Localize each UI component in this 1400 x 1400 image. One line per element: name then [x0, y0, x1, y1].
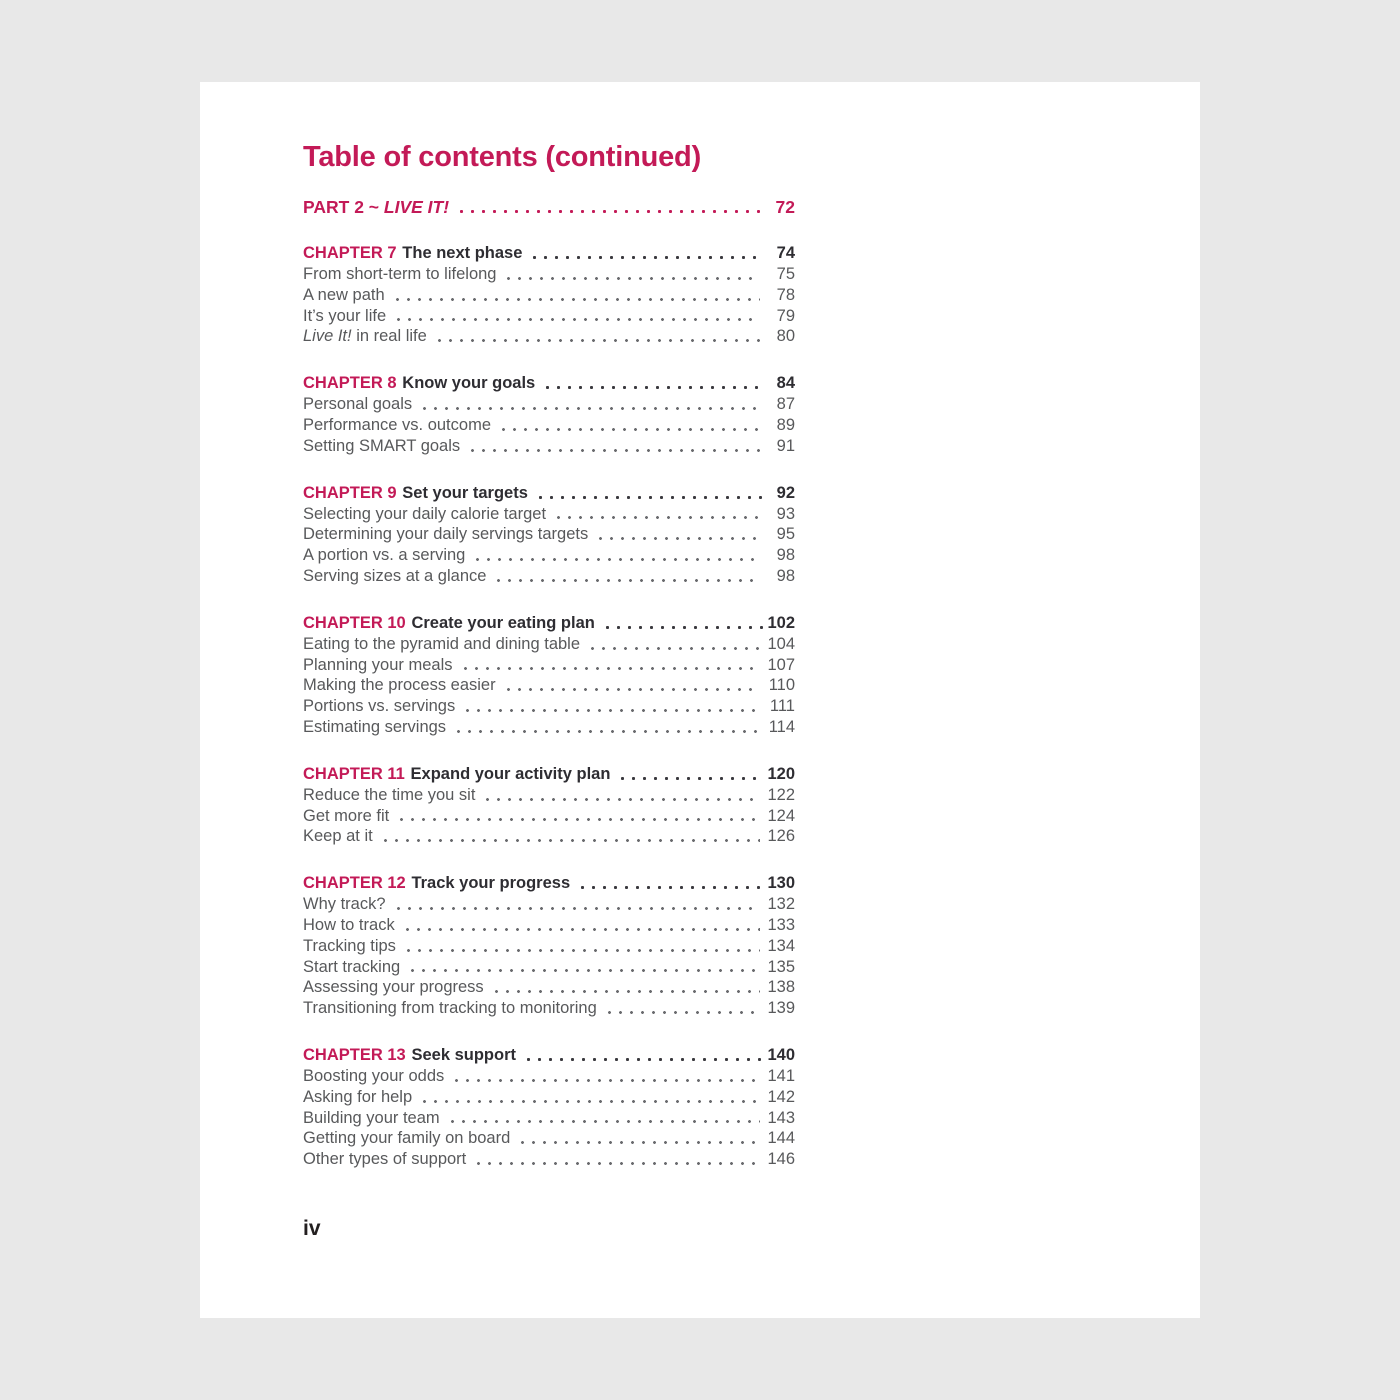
dot-leader: [503, 675, 760, 696]
entry-page-number: 146: [767, 1150, 795, 1169]
entry-page-number: 80: [776, 327, 795, 346]
chapter-number: CHAPTER 9: [303, 483, 397, 502]
chapter-title: Create your eating plan: [411, 613, 595, 632]
entry-page-number: 75: [776, 265, 795, 283]
chapter-title: Track your progress: [411, 874, 571, 893]
dot-leader: [456, 196, 760, 218]
page-title: Table of contents (continued): [303, 141, 702, 173]
entry-label: Personal goals: [303, 395, 413, 414]
chapter-heading-row: [303, 373, 795, 394]
toc-entry-row: [303, 436, 795, 457]
entry-page-number: 126: [767, 827, 795, 846]
entry-label: Planning your meals: [303, 655, 453, 674]
dot-leader: [604, 998, 760, 1019]
dot-leader: [529, 243, 763, 264]
dot-leader: [617, 764, 763, 785]
entry-page-number: 135: [767, 957, 795, 976]
entry-label: From short-term to lifelong: [303, 265, 497, 283]
dot-leader: [392, 285, 760, 306]
entry-page-number: 98: [776, 546, 795, 565]
chapter-block: [303, 483, 795, 587]
dot-leader: [542, 373, 763, 394]
part-name-italic: LIVE IT!: [383, 197, 450, 217]
dot-leader: [453, 717, 760, 738]
chapter-page-number: 130: [767, 874, 795, 893]
toc-entry-row: [303, 915, 795, 936]
toc-entry-row: [303, 1108, 795, 1129]
toc-entry-row: [303, 1087, 795, 1108]
toc-entry-row: [303, 285, 795, 306]
dot-leader: [482, 785, 760, 806]
part-heading-row: [303, 196, 795, 218]
chapter-block: [303, 243, 795, 347]
entry-page-number: 78: [776, 285, 795, 304]
toc-entry-row: [303, 894, 795, 915]
dot-leader: [472, 545, 760, 566]
chapter-page-number: 84: [776, 374, 795, 393]
dot-leader: [467, 436, 760, 457]
toc-content: [303, 140, 795, 1170]
dot-leader: [491, 977, 760, 998]
entry-label: Asking for help: [303, 1087, 413, 1106]
chapter-number: CHAPTER 11: [303, 764, 405, 783]
entry-page-number: 143: [767, 1108, 795, 1127]
dot-leader: [577, 873, 763, 894]
entry-page-number: 139: [767, 999, 795, 1018]
toc-entry-row: [303, 675, 795, 696]
chapter-heading-row: [303, 483, 795, 504]
toc-entry-row: [303, 936, 795, 957]
entry-label: Boosting your odds: [303, 1066, 445, 1085]
toc-entry-row: [303, 998, 795, 1019]
toc-entry-row: [303, 1066, 795, 1087]
chapter-number: CHAPTER 13: [303, 1045, 406, 1064]
entry-label: A portion vs. a serving: [303, 546, 466, 565]
dot-leader: [553, 504, 760, 525]
entry-label: Keep at it: [303, 827, 373, 846]
dot-leader: [523, 1045, 763, 1066]
dot-leader: [402, 915, 760, 936]
chapter-heading-row: [303, 764, 795, 785]
entry-label: How to track: [303, 915, 395, 934]
chapter-block: [303, 373, 795, 456]
entry-page-number: 114: [768, 717, 795, 736]
entry-page-number: 93: [776, 504, 795, 523]
part-label: PART 2 ~ LIVE IT!: [303, 197, 450, 217]
chapter-title: The next phase: [402, 244, 523, 262]
toc-entry-row: [303, 1128, 795, 1149]
entry-label: Estimating servings: [303, 717, 447, 736]
toc-entry-row: [303, 717, 795, 738]
entry-label: Transitioning from tracking to monitoring: [303, 999, 597, 1018]
dot-leader: [498, 415, 760, 436]
toc-entry-row: [303, 957, 795, 978]
entry-page-number: 107: [767, 655, 795, 674]
entry-page-number: 142: [767, 1087, 795, 1106]
chapter-number: CHAPTER 8: [303, 374, 397, 393]
chapter-number: CHAPTER 7: [303, 244, 397, 262]
entry-label: Why track?: [303, 895, 386, 914]
dot-leader: [587, 634, 760, 655]
chapter-page-number: 120: [767, 764, 795, 783]
entry-page-number: 111: [769, 697, 795, 716]
entry-page-number: 104: [767, 634, 795, 653]
toc-entry-row: [303, 504, 795, 525]
entry-label: Serving sizes at a glance: [303, 566, 487, 585]
entry-label: Portions vs. servings: [303, 697, 456, 716]
entry-label: Building your team: [303, 1108, 440, 1127]
chapter-title: Know your goals: [402, 374, 536, 393]
entry-label: Reduce the time you sit: [303, 785, 476, 804]
entry-page-number: 91: [776, 436, 795, 455]
entry-page-number: 141: [767, 1066, 795, 1085]
chapter-number: CHAPTER 10: [303, 613, 406, 632]
dot-leader: [460, 655, 761, 676]
folio-page-number: iv: [303, 1217, 321, 1240]
chapter-page-number: 74: [776, 244, 795, 262]
entry-page-number: 95: [776, 525, 795, 544]
dot-leader: [517, 1128, 760, 1149]
toc-entry-row: [303, 696, 795, 717]
chapter-heading-row: [303, 1045, 795, 1066]
chapter-number: CHAPTER 12: [303, 874, 406, 893]
toc-entry-row: [303, 566, 795, 587]
chapter-title: Expand your activity plan: [410, 764, 611, 783]
dot-leader: [493, 566, 760, 587]
dot-leader: [535, 483, 763, 504]
entry-page-number: 110: [768, 676, 795, 695]
toc-entry-row: [303, 806, 795, 827]
toc-entry-row: [303, 394, 795, 415]
toc-entry-row: [303, 524, 795, 545]
entry-page-number: 124: [767, 806, 795, 825]
dot-leader: [447, 1108, 760, 1129]
entry-label: Getting your family on board: [303, 1129, 511, 1148]
dot-leader: [473, 1149, 760, 1170]
toc-list: [303, 243, 795, 1170]
toc-entry-row: [303, 306, 795, 327]
entry-label: Get more fit: [303, 806, 390, 825]
entry-page-number: 89: [776, 415, 795, 434]
chapter-page-number: 140: [767, 1045, 795, 1064]
entry-label: Selecting your daily calorie target: [303, 504, 547, 523]
entry-page-number: 138: [767, 978, 795, 997]
entry-page-number: 134: [767, 936, 795, 955]
dot-leader: [407, 957, 760, 978]
dot-leader: [451, 1066, 760, 1087]
entry-page-number: 144: [767, 1129, 795, 1148]
dot-leader: [419, 1087, 760, 1108]
entry-label: Making the process easier: [303, 676, 496, 695]
dot-leader: [393, 306, 760, 327]
entry-label: Other types of support: [303, 1150, 467, 1169]
entry-label: Performance vs. outcome: [303, 415, 491, 434]
toc-entry-row: [303, 326, 795, 347]
chapter-block: [303, 1045, 795, 1170]
toc-entry-row: [303, 785, 795, 806]
chapter-heading-row: [303, 243, 795, 264]
chapter-block: [303, 764, 795, 847]
entry-page-number: 79: [776, 306, 795, 325]
entry-page-number: 98: [776, 566, 795, 585]
dot-leader: [434, 326, 760, 347]
entry-page-number: 87: [776, 395, 795, 414]
chapter-block: [303, 613, 795, 738]
chapter-block: [303, 873, 795, 1019]
entry-label: A new path: [303, 285, 385, 304]
entry-label: Live It! in real life: [303, 327, 427, 346]
chapter-page-number: 92: [776, 483, 795, 502]
entry-label: Start tracking: [303, 957, 401, 976]
toc-page: [200, 82, 1200, 1318]
part-page-number: 72: [775, 197, 795, 217]
toc-entry-row: [303, 977, 795, 998]
dot-leader: [595, 524, 760, 545]
entry-label: It’s your life: [303, 306, 387, 325]
entry-label: Tracking tips: [303, 936, 396, 955]
entry-label-italic: Live It!: [303, 327, 352, 346]
chapter-heading-row: [303, 613, 795, 634]
entry-label: Eating to the pyramid and dining table: [303, 634, 581, 653]
dot-leader: [380, 826, 760, 847]
toc-entry-row: [303, 415, 795, 436]
entry-label: Setting SMART goals: [303, 436, 461, 455]
dot-leader: [462, 696, 760, 717]
toc-entry-row: [303, 264, 795, 285]
dot-leader: [393, 894, 760, 915]
dot-leader: [419, 394, 760, 415]
toc-entry-row: [303, 826, 795, 847]
toc-entry-row: [303, 545, 795, 566]
chapter-heading-row: [303, 873, 795, 894]
entry-page-number: 133: [767, 915, 795, 934]
toc-entry-row: [303, 1149, 795, 1170]
dot-leader: [396, 806, 760, 827]
chapter-title: Set your targets: [402, 483, 528, 502]
toc-entry-row: [303, 634, 795, 655]
entry-page-number: 132: [767, 895, 795, 914]
dot-leader: [503, 264, 760, 285]
chapter-page-number: 102: [767, 613, 795, 632]
dot-leader: [403, 936, 760, 957]
entry-label: Determining your daily servings targets: [303, 525, 589, 544]
chapter-title: Seek support: [411, 1045, 516, 1064]
dot-leader: [602, 613, 763, 634]
entry-page-number: 122: [767, 785, 795, 804]
toc-entry-row: [303, 655, 795, 676]
entry-label: Assessing your progress: [303, 978, 484, 997]
